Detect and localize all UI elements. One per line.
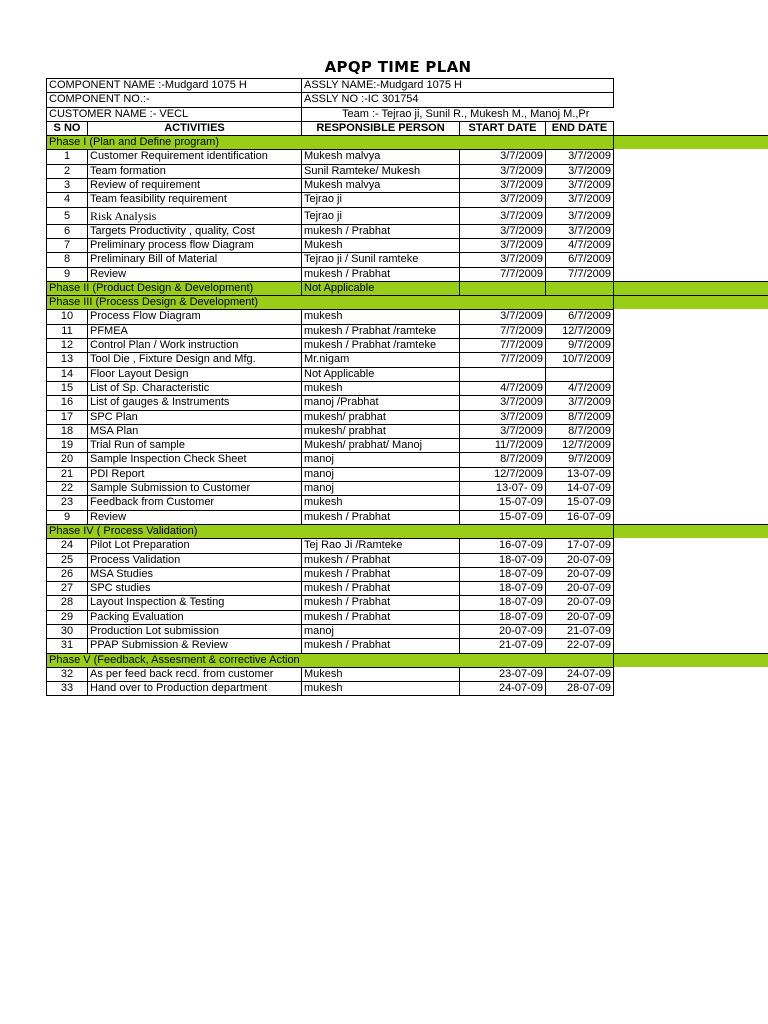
- sno-cell: 21: [46, 467, 87, 481]
- sno-cell: 2: [46, 164, 87, 178]
- start-date-cell: 3/7/2009: [459, 252, 545, 266]
- start-date-cell: 24-07-09: [459, 681, 545, 695]
- sno-cell: 11: [46, 324, 87, 338]
- customer-name: CUSTOMER NAME :- VECL: [46, 107, 301, 121]
- activity-cell: Review of requirement: [87, 178, 301, 192]
- start-date-cell: 3/7/2009: [459, 424, 545, 438]
- responsible-cell: Not Applicable: [301, 367, 459, 381]
- activity-cell: Preliminary Bill of Material: [87, 252, 301, 266]
- responsible-cell: Tejrao ji: [301, 207, 459, 224]
- end-date-cell: 17-07-09: [545, 538, 614, 552]
- activity-cell: List of Sp. Characteristic: [87, 381, 301, 395]
- start-date-cell: 21-07-09: [459, 638, 545, 652]
- end-date-cell: 22-07-09: [545, 638, 614, 652]
- activity-cell: PDI Report: [87, 467, 301, 481]
- activity-cell: Tool Die , Fixture Design and Mfg.: [87, 352, 301, 366]
- start-date-cell: 18-07-09: [459, 567, 545, 581]
- table-row: [46, 367, 614, 381]
- activity-cell: Review: [87, 510, 301, 524]
- meta-row-1: [46, 78, 614, 92]
- activity-cell: Targets Productivity , quality, Cost: [87, 224, 301, 238]
- header-start-date: START DATE: [459, 121, 545, 135]
- end-date-cell: 12/7/2009: [545, 324, 614, 338]
- table-row: [46, 567, 614, 581]
- end-date-cell: 3/7/2009: [545, 224, 614, 238]
- responsible-cell: Mr.nigam: [301, 352, 459, 366]
- end-date-cell: 3/7/2009: [545, 395, 614, 409]
- start-date-cell: 3/7/2009: [459, 192, 545, 206]
- table-row: [46, 381, 614, 395]
- start-date-cell: 3/7/2009: [459, 149, 545, 163]
- table-row: [46, 610, 614, 624]
- responsible-cell: Tejrao ji / Sunil ramteke: [301, 252, 459, 266]
- responsible-cell: Tejrao ji: [301, 192, 459, 206]
- activity-cell: Risk Analysis: [87, 207, 301, 224]
- sno-cell: 20: [46, 452, 87, 466]
- activity-cell: Floor Layout Design: [87, 367, 301, 381]
- start-date-cell: 3/7/2009: [459, 164, 545, 178]
- sno-cell: 28: [46, 595, 87, 609]
- phase-band: [614, 653, 768, 667]
- sno-cell: 18: [46, 424, 87, 438]
- start-date-cell: 3/7/2009: [459, 238, 545, 252]
- table-row: [46, 309, 614, 323]
- header-sno: S NO: [46, 121, 87, 135]
- activity-cell: Sample Inspection Check Sheet: [87, 452, 301, 466]
- end-date-cell: 20-07-09: [545, 581, 614, 595]
- sno-cell: 5: [46, 207, 87, 224]
- start-date-cell: 4/7/2009: [459, 381, 545, 395]
- activity-cell: PFMEA: [87, 324, 301, 338]
- apqp-table: [46, 78, 614, 695]
- meta-row-3: [46, 107, 614, 121]
- phase-row: [46, 281, 614, 295]
- table-row: [46, 178, 614, 192]
- responsible-cell: mukesh / Prabhat: [301, 567, 459, 581]
- phase-note: Not Applicable: [301, 281, 459, 295]
- sno-cell: 6: [46, 224, 87, 238]
- start-date-cell: 11/7/2009: [459, 438, 545, 452]
- activity-cell: Review: [87, 267, 301, 281]
- start-date-cell: 15-07-09: [459, 510, 545, 524]
- sno-cell: 9: [46, 267, 87, 281]
- activity-cell: Team formation: [87, 164, 301, 178]
- assly-no: ASSLY NO :-IC 301754: [301, 92, 614, 106]
- start-date-cell: 7/7/2009: [459, 324, 545, 338]
- responsible-cell: mukesh / Prabhat: [301, 224, 459, 238]
- sno-cell: 22: [46, 481, 87, 495]
- phase-label: Phase I (Plan and Define program): [46, 135, 614, 149]
- responsible-cell: mukesh / Prabhat: [301, 595, 459, 609]
- table-row: [46, 538, 614, 552]
- end-date-cell: 10/7/2009: [545, 352, 614, 366]
- activity-cell: Team feasibility requirement: [87, 192, 301, 206]
- responsible-cell: manoj: [301, 467, 459, 481]
- responsible-cell: Sunil Ramteke/ Mukesh: [301, 164, 459, 178]
- table-row: [46, 667, 614, 681]
- activity-cell: Control Plan / Work instruction: [87, 338, 301, 352]
- table-row: [46, 149, 614, 163]
- responsible-cell: Mukesh malvya: [301, 149, 459, 163]
- phase-row: [46, 135, 614, 149]
- start-date-cell: 20-07-09: [459, 624, 545, 638]
- activity-cell: Production Lot submission: [87, 624, 301, 638]
- activity-cell: SPC studies: [87, 581, 301, 595]
- sno-cell: 32: [46, 667, 87, 681]
- table-row: [46, 424, 614, 438]
- end-date-cell: 20-07-09: [545, 567, 614, 581]
- table-row: [46, 164, 614, 178]
- start-date-cell: 3/7/2009: [459, 395, 545, 409]
- table-row: [46, 207, 614, 224]
- start-date-cell: 3/7/2009: [459, 309, 545, 323]
- phase-band: [614, 524, 768, 538]
- header-row: [46, 121, 614, 135]
- end-date-cell: 3/7/2009: [545, 164, 614, 178]
- sno-cell: 8: [46, 252, 87, 266]
- sno-cell: 17: [46, 410, 87, 424]
- table-row: [46, 224, 614, 238]
- phase-label: Phase IV ( Process Validation): [46, 524, 614, 538]
- activity-cell: Feedback from Customer: [87, 495, 301, 509]
- table-bottom-border: [46, 695, 614, 696]
- table-row: [46, 238, 614, 252]
- end-date-cell: 20-07-09: [545, 610, 614, 624]
- responsible-cell: Mukesh: [301, 238, 459, 252]
- table-row: [46, 452, 614, 466]
- end-date-cell: 3/7/2009: [545, 149, 614, 163]
- header-activities: ACTIVITIES: [87, 121, 301, 135]
- phase-row: [46, 524, 614, 538]
- sno-cell: 19: [46, 438, 87, 452]
- responsible-cell: Tej Rao Ji /Ramteke: [301, 538, 459, 552]
- activity-cell: Hand over to Production department: [87, 681, 301, 695]
- table-row: [46, 553, 614, 567]
- sno-cell: 33: [46, 681, 87, 695]
- header-responsible: RESPONSIBLE PERSON: [301, 121, 459, 135]
- table-row: [46, 338, 614, 352]
- start-date-cell: 15-07-09: [459, 495, 545, 509]
- phase-row: [46, 653, 614, 667]
- sno-cell: 1: [46, 149, 87, 163]
- start-date-cell: 8/7/2009: [459, 452, 545, 466]
- start-date-cell: [459, 367, 545, 381]
- responsible-cell: mukesh / Prabhat /ramteke: [301, 324, 459, 338]
- responsible-cell: mukesh: [301, 381, 459, 395]
- end-date-cell: 4/7/2009: [545, 381, 614, 395]
- start-date-cell: 7/7/2009: [459, 338, 545, 352]
- component-name: COMPONENT NAME :-Mudgard 1075 H: [46, 78, 301, 92]
- start-date-cell: 3/7/2009: [459, 410, 545, 424]
- activity-cell: Customer Requirement identification: [87, 149, 301, 163]
- responsible-cell: mukesh/ prabhat: [301, 424, 459, 438]
- phase-band: [614, 135, 768, 149]
- end-date-cell: [545, 367, 614, 381]
- phase-label: Phase V (Feedback, Assesment & corrective Action: [46, 653, 614, 667]
- end-date-cell: 7/7/2009: [545, 267, 614, 281]
- sno-cell: 10: [46, 309, 87, 323]
- activity-cell: Layout Inspection & Testing: [87, 595, 301, 609]
- sno-cell: 3: [46, 178, 87, 192]
- activity-cell: Pilot Lot Preparation: [87, 538, 301, 552]
- activity-cell: As per feed back recd. from customer: [87, 667, 301, 681]
- sno-cell: 23: [46, 495, 87, 509]
- responsible-cell: mukesh / Prabhat: [301, 267, 459, 281]
- sno-cell: 15: [46, 381, 87, 395]
- sno-cell: 29: [46, 610, 87, 624]
- sno-cell: 12: [46, 338, 87, 352]
- sno-cell: 14: [46, 367, 87, 381]
- responsible-cell: mukesh / Prabhat: [301, 510, 459, 524]
- sno-cell: 25: [46, 553, 87, 567]
- responsible-cell: manoj /Prabhat: [301, 395, 459, 409]
- end-date-cell: 21-07-09: [545, 624, 614, 638]
- table-row: [46, 324, 614, 338]
- start-date-cell: 3/7/2009: [459, 207, 545, 224]
- start-date-cell: 18-07-09: [459, 553, 545, 567]
- responsible-cell: Mukesh: [301, 667, 459, 681]
- table-row: [46, 581, 614, 595]
- responsible-cell: manoj: [301, 481, 459, 495]
- sno-cell: 24: [46, 538, 87, 552]
- activity-cell: Sample Submission to Customer: [87, 481, 301, 495]
- responsible-cell: mukesh: [301, 309, 459, 323]
- start-date-cell: 12/7/2009: [459, 467, 545, 481]
- component-no: COMPONENT NO.:-: [46, 92, 301, 106]
- sno-cell: 7: [46, 238, 87, 252]
- phase-label: Phase III (Process Design & Development): [46, 295, 614, 309]
- table-row: [46, 252, 614, 266]
- responsible-cell: Mukesh malvya: [301, 178, 459, 192]
- start-date-cell: 13-07- 09: [459, 481, 545, 495]
- end-date-cell: 4/7/2009: [545, 238, 614, 252]
- sno-cell: 16: [46, 395, 87, 409]
- table-row: [46, 467, 614, 481]
- meta-row-2: [46, 92, 614, 106]
- sno-cell: 26: [46, 567, 87, 581]
- end-date-cell: 3/7/2009: [545, 178, 614, 192]
- activity-cell: Preliminary process flow Diagram: [87, 238, 301, 252]
- responsible-cell: manoj: [301, 624, 459, 638]
- sno-cell: 4: [46, 192, 87, 206]
- table-row: [46, 495, 614, 509]
- activity-cell: Process Flow Diagram: [87, 309, 301, 323]
- phase-band: [614, 295, 768, 309]
- sno-cell: 31: [46, 638, 87, 652]
- table-row: [46, 624, 614, 638]
- end-date-cell: 8/7/2009: [545, 410, 614, 424]
- page-title: APQP TIME PLAN: [324, 58, 472, 76]
- start-date-cell: 7/7/2009: [459, 267, 545, 281]
- sno-cell: 13: [46, 352, 87, 366]
- end-date-cell: 13-07-09: [545, 467, 614, 481]
- phase-label: Phase II (Product Design & Development): [46, 281, 301, 295]
- table-row: [46, 192, 614, 206]
- start-date-cell: 3/7/2009: [459, 224, 545, 238]
- end-date-cell: 14-07-09: [545, 481, 614, 495]
- start-date-cell: 18-07-09: [459, 610, 545, 624]
- responsible-cell: mukesh: [301, 495, 459, 509]
- end-date-cell: 9/7/2009: [545, 452, 614, 466]
- end-date-cell: 28-07-09: [545, 681, 614, 695]
- end-date-cell: 16-07-09: [545, 510, 614, 524]
- responsible-cell: mukesh/ prabhat: [301, 410, 459, 424]
- sno-cell: 30: [46, 624, 87, 638]
- start-date-cell: 16-07-09: [459, 538, 545, 552]
- table-row: [46, 438, 614, 452]
- activity-cell: List of gauges & Instruments: [87, 395, 301, 409]
- table-row: [46, 267, 614, 281]
- responsible-cell: Mukesh/ prabhat/ Manoj: [301, 438, 459, 452]
- activity-cell: PPAP Submission & Review: [87, 638, 301, 652]
- end-date-cell: 9/7/2009: [545, 338, 614, 352]
- end-date-cell: 12/7/2009: [545, 438, 614, 452]
- table-row: [46, 395, 614, 409]
- sno-cell: 27: [46, 581, 87, 595]
- activity-cell: MSA Plan: [87, 424, 301, 438]
- end-date-cell: 24-07-09: [545, 667, 614, 681]
- responsible-cell: mukesh / Prabhat: [301, 610, 459, 624]
- table-row: [46, 595, 614, 609]
- start-date-cell: 3/7/2009: [459, 178, 545, 192]
- phase-empty-cell: [459, 281, 545, 295]
- responsible-cell: mukesh / Prabhat: [301, 638, 459, 652]
- end-date-cell: 6/7/2009: [545, 309, 614, 323]
- responsible-cell: mukesh / Prabhat: [301, 553, 459, 567]
- activity-cell: Trial Run of sample: [87, 438, 301, 452]
- table-row: [46, 681, 614, 695]
- end-date-cell: 20-07-09: [545, 553, 614, 567]
- end-date-cell: 8/7/2009: [545, 424, 614, 438]
- end-date-cell: 6/7/2009: [545, 252, 614, 266]
- start-date-cell: 7/7/2009: [459, 352, 545, 366]
- phase-row: [46, 295, 614, 309]
- phase-band: [614, 281, 768, 295]
- assly-name: ASSLY NAME:-Mudgard 1075 H: [301, 78, 614, 92]
- table-row: [46, 481, 614, 495]
- activity-cell: Packing Evaluation: [87, 610, 301, 624]
- start-date-cell: 23-07-09: [459, 667, 545, 681]
- table-row: [46, 638, 614, 652]
- responsible-cell: manoj: [301, 452, 459, 466]
- phase-empty-cell: [545, 281, 614, 295]
- team-members: Team :- Tejrao ji, Sunil R., Mukesh M., Manoj M.,Pr: [301, 107, 614, 121]
- sno-cell: 9: [46, 510, 87, 524]
- responsible-cell: mukesh: [301, 681, 459, 695]
- end-date-cell: 20-07-09: [545, 595, 614, 609]
- activity-cell: MSA Studies: [87, 567, 301, 581]
- activity-cell: Process Validation: [87, 553, 301, 567]
- responsible-cell: mukesh / Prabhat /ramteke: [301, 338, 459, 352]
- table-row: [46, 410, 614, 424]
- table-row: [46, 352, 614, 366]
- activity-cell: SPC Plan: [87, 410, 301, 424]
- end-date-cell: 3/7/2009: [545, 192, 614, 206]
- table-row: [46, 510, 614, 524]
- header-end-date: END DATE: [545, 121, 614, 135]
- responsible-cell: mukesh / Prabhat: [301, 581, 459, 595]
- end-date-cell: 15-07-09: [545, 495, 614, 509]
- end-date-cell: 3/7/2009: [545, 207, 614, 224]
- start-date-cell: 18-07-09: [459, 581, 545, 595]
- start-date-cell: 18-07-09: [459, 595, 545, 609]
